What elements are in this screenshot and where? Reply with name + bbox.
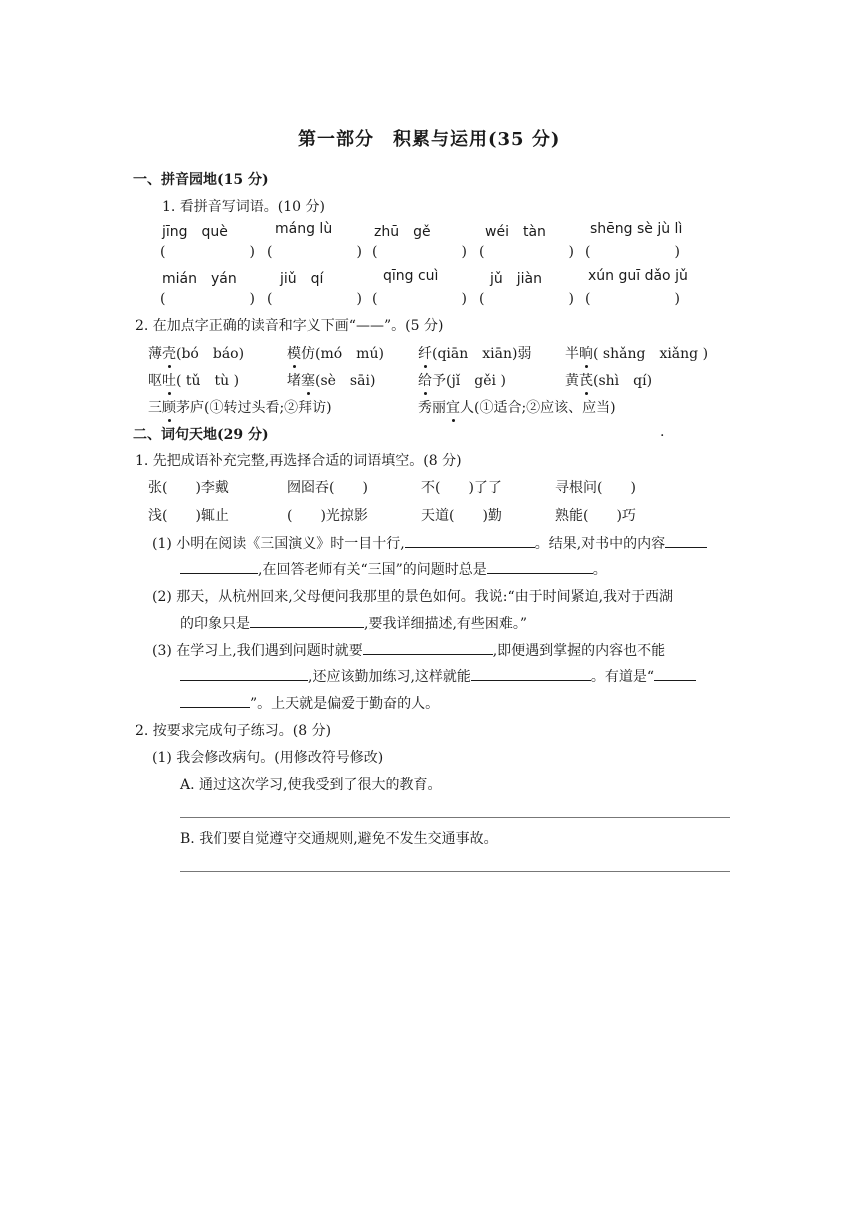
- answer-box[interactable]: ( ): [267, 291, 362, 307]
- sentence-3-line-2: ,还应该勤加练习,这样就能 。有道是“: [180, 666, 696, 686]
- reading-item[interactable]: 半晌( shǎng xiǎng ): [565, 343, 708, 363]
- pinyin-4: wéi tàn: [485, 224, 546, 240]
- reading-item[interactable]: 秀丽宜人(①适合;②应该、应当): [418, 397, 616, 417]
- answer-box[interactable]: ( ): [585, 244, 680, 260]
- reading-item[interactable]: 堵塞(sè sāi): [287, 370, 375, 390]
- stray-dot: .: [660, 424, 665, 440]
- idiom-item[interactable]: 囫囵吞( ): [287, 480, 368, 496]
- pinyin-2: máng lù: [275, 221, 333, 237]
- subquestion-1: (1) 我会修改病句。(用修改符号修改): [152, 750, 384, 766]
- idiom-item[interactable]: 天道( )勤: [421, 508, 502, 524]
- question-1-1: 1. 看拼音写词语。(10 分): [162, 199, 325, 215]
- pinyin-5: shēng sè jù lì: [590, 221, 683, 237]
- answer-box[interactable]: ( ): [479, 291, 574, 307]
- fill-blank[interactable]: [363, 640, 493, 655]
- question-1-2: 2. 在加点字正确的读音和字义下画“——”。(5 分): [135, 318, 444, 334]
- answer-box[interactable]: ( ): [160, 291, 255, 307]
- answer-line-a[interactable]: [180, 817, 730, 818]
- sentence-1-line-2: ,在回答老师有关“三国”的问题时总是 。: [180, 559, 607, 579]
- sentence-a: A. 通过这次学习,使我受到了很大的教育。: [180, 777, 442, 793]
- pinyin-6: mián yán: [162, 271, 237, 287]
- fill-blank[interactable]: [180, 693, 250, 708]
- answer-line-b[interactable]: [180, 871, 730, 872]
- answer-box[interactable]: ( ): [267, 244, 362, 260]
- fill-blank[interactable]: [487, 559, 593, 574]
- fill-blank[interactable]: [180, 666, 308, 681]
- sentence-3-line-1: (3) 在学习上,我们遇到问题时就要 ,即便遇到掌握的内容也不能: [152, 640, 665, 660]
- answer-box[interactable]: ( ): [160, 244, 255, 260]
- reading-item[interactable]: 三顾茅庐(①转过头看;②拜访): [148, 397, 332, 417]
- sentence-2-line-1: (2) 那天，从杭州回来,父母便问我那里的景色如何。我说:“由于时间紧迫,我对于西湖: [152, 589, 674, 605]
- fill-blank[interactable]: [180, 559, 258, 574]
- sentence-3-line-3: ”。上天就是偏爱于勤奋的人。: [180, 693, 439, 713]
- question-2-2: 2. 按要求完成句子练习。(8 分): [135, 723, 332, 739]
- answer-box[interactable]: ( ): [585, 291, 680, 307]
- reading-item[interactable]: 黄芪(shì qí): [565, 370, 652, 390]
- idiom-item[interactable]: 浅( )辄止: [148, 508, 229, 524]
- reading-item[interactable]: 薄壳(bó báo): [148, 343, 244, 363]
- answer-box[interactable]: ( ): [372, 291, 467, 307]
- question-2-1: 1. 先把成语补充完整,再选择合适的词语填空。(8 分): [135, 453, 462, 469]
- reading-item[interactable]: 纤(qiān xiān)弱: [418, 343, 531, 363]
- idiom-item[interactable]: 不( )了了: [421, 480, 502, 496]
- page-title: 第一部分 积累与运用(35 分): [298, 129, 561, 150]
- pinyin-9: jǔ jiàn: [490, 271, 542, 287]
- fill-blank[interactable]: [471, 666, 591, 681]
- sentence-1-line-1: (1) 小明在阅读《三国演义》时一目十行, 。结果,对书中的内容: [152, 533, 707, 553]
- sentence-b: B. 我们要自觉遵守交通规则,避免不发生交通事故。: [180, 831, 498, 847]
- idiom-item[interactable]: ( )光掠影: [287, 508, 368, 524]
- idiom-item[interactable]: 张( )李戴: [148, 480, 229, 496]
- pinyin-7: jiǔ qí: [280, 271, 324, 287]
- reading-item[interactable]: 呕吐( tǔ tù ): [148, 370, 239, 390]
- sentence-2-line-2: 的印象只是 ,要我详细描述,有些困难。”: [180, 613, 527, 633]
- fill-blank[interactable]: [665, 533, 707, 548]
- pinyin-3: zhū gě: [374, 224, 431, 240]
- fill-blank[interactable]: [250, 613, 364, 628]
- section-heading-words: 二、词句天地(29 分): [133, 427, 269, 443]
- answer-box[interactable]: ( ): [372, 244, 467, 260]
- pinyin-8: qīng cuì: [383, 268, 439, 284]
- idiom-item[interactable]: 寻根问( ): [555, 480, 636, 496]
- section-heading-pinyin: 一、拼音园地(15 分): [133, 172, 269, 188]
- reading-item[interactable]: 模仿(mó mú): [287, 343, 384, 363]
- pinyin-1: jīng què: [162, 224, 228, 240]
- fill-blank[interactable]: [654, 666, 696, 681]
- reading-item[interactable]: 给予(jǐ gěi ): [418, 370, 506, 390]
- answer-box[interactable]: ( ): [479, 244, 574, 260]
- idiom-item[interactable]: 熟能( )巧: [555, 508, 636, 524]
- fill-blank[interactable]: [405, 533, 535, 548]
- pinyin-10: xún guī dǎo jǔ: [588, 268, 688, 284]
